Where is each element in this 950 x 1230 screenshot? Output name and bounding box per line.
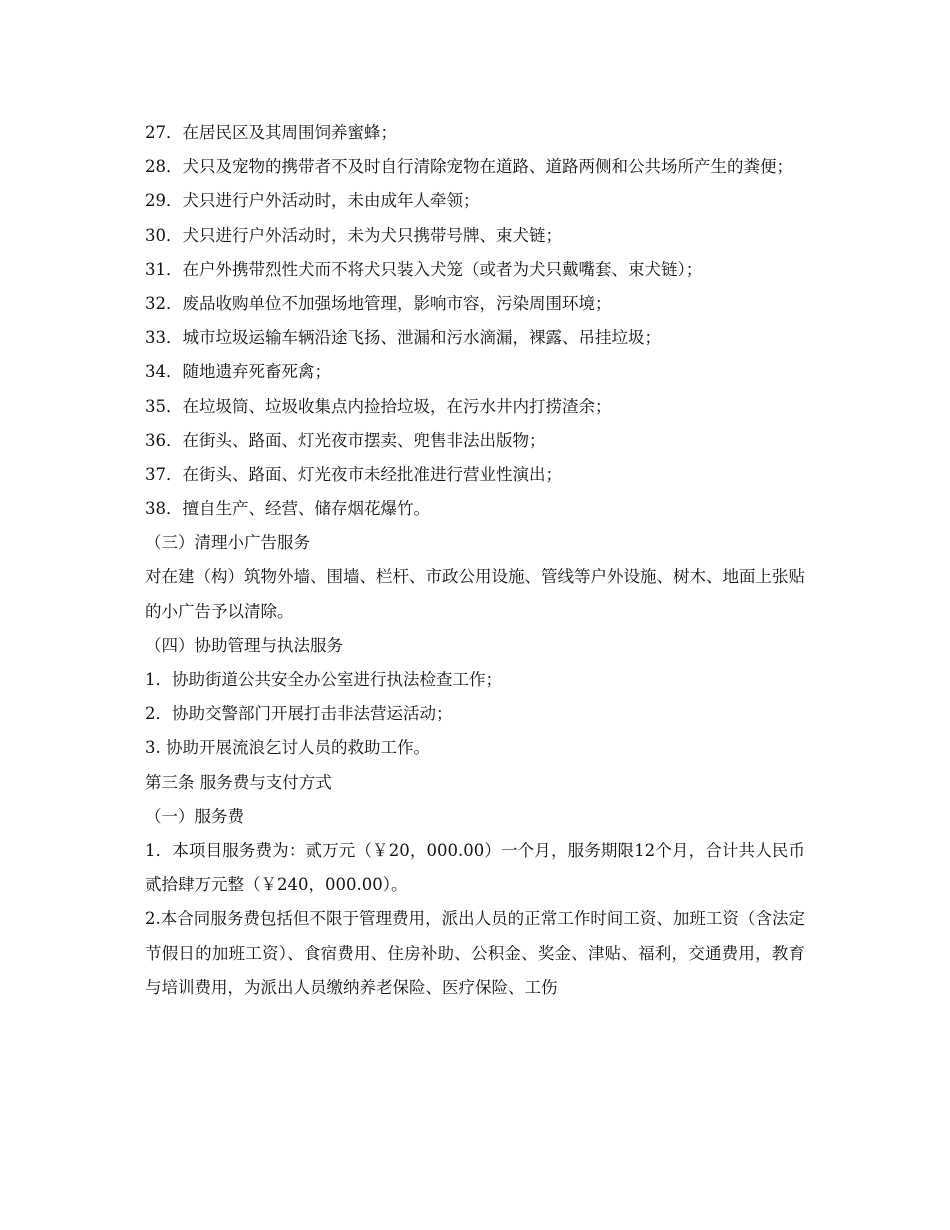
section-body-small-ads: 对在建（构）筑物外墙、围墙、栏杆、市政公用设施、管线等户外设施、树木、地面上张贴的小广告予以清除。	[145, 567, 805, 621]
list-item: 29．犬只进行户外活动时，未由成年人牵领；	[145, 191, 480, 211]
list-item: 3. 协助开展流浪乞讨人员的救助工作。	[145, 738, 430, 758]
list-item: 27．在居民区及其周围饲养蜜蜂；	[145, 123, 397, 142]
list-item: 34．随地遗弃死畜死禽；	[145, 362, 331, 382]
section-heading-small-ads: （三）清理小广告服务	[145, 533, 310, 553]
article-heading: 第三条 服务费与支付方式	[145, 772, 332, 792]
list-item: 30．犬只进行户外活动时，未为犬只携带号牌、束犬链；	[145, 225, 562, 245]
list-item: 36．在街头、路面、灯光夜市摆卖、兜售非法出版物；	[145, 430, 546, 450]
list-item: 37．在街头、路面、灯光夜市未经批准进行营业性演出；	[145, 464, 562, 484]
list-item: 1．协助街道公共安全办公室进行执法检查工作；	[145, 670, 502, 690]
section-heading-fee: （一）服务费	[145, 806, 244, 826]
list-item: 35．在垃圾筒、垃圾收集点内捡拾垃圾，在污水井内打捞渣余；	[145, 396, 612, 416]
list-item: 31．在户外携带烈性犬而不将犬只装入犬笼（或者为犬只戴嘴套、束犬链）；	[145, 259, 703, 279]
list-item: 2．协助交警部门开展打击非法营运活动；	[145, 704, 453, 724]
list-item: 32．废品收购单位不加强场地管理，影响市容，污染周围环境；	[145, 293, 612, 313]
document-body	[145, 116, 805, 1005]
section-heading-assist: （四）协助管理与执法服务	[145, 635, 343, 655]
list-item: 33．城市垃圾运输车辆沿途飞扬、泄漏和污水滴漏，裸露、吊挂垃圾；	[145, 328, 661, 348]
list-item: 38．擅自生产、经营、储存烟花爆竹。	[145, 499, 430, 519]
list-item: 28．犬只及宠物的携带者不及时自行清除宠物在道路、道路两侧和公共场所产生的粪便；	[145, 157, 793, 177]
fee-item: 2.本合同服务费包括但不限于管理费用，派出人员的正常工作时间工资、加班工资（含法定节假日的加班工资）、食宿费用、住房补助、公积金、奖金、津贴、福利，交通费用，教育与培训费用，为派出人员缴纳养老保险、医疗保险、工伤	[145, 909, 805, 997]
fee-item: 1．本项目服务费为：贰万元（￥20，000.00）一个月，服务期限12个月，合计共人民币贰拾肆万元整（￥240，000.00）。	[145, 840, 805, 895]
